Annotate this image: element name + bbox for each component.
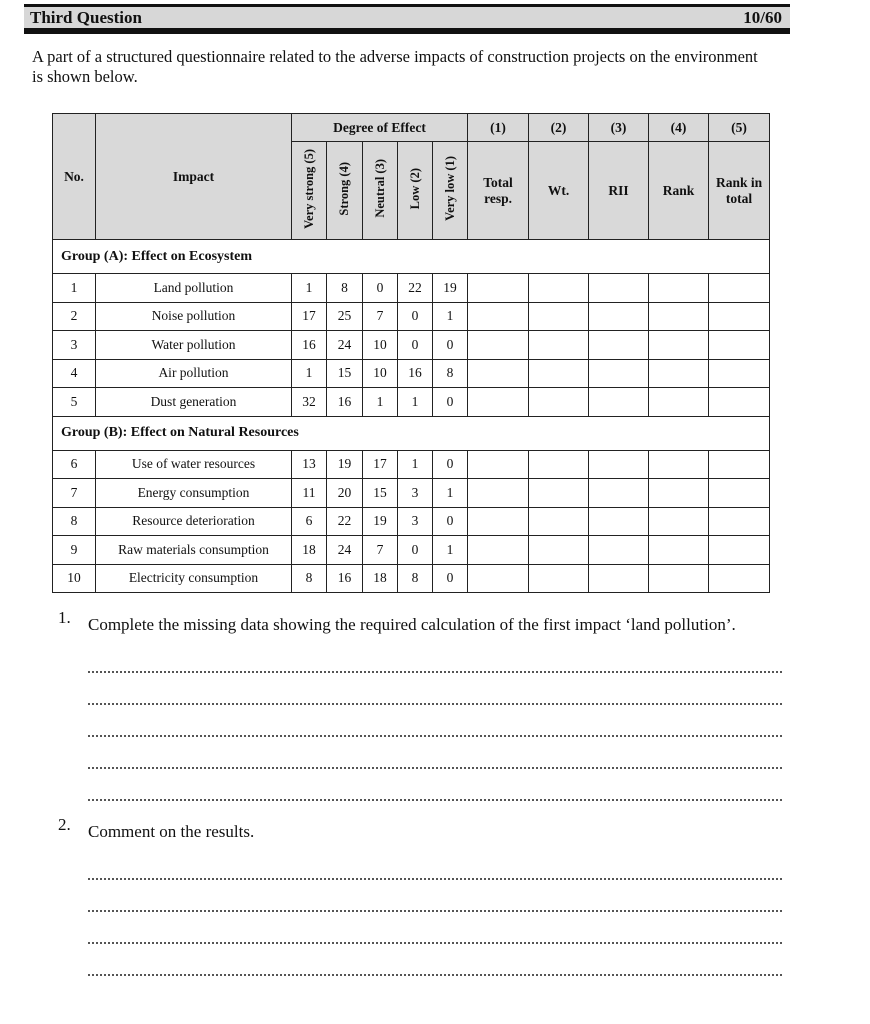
rank-in-total-cell[interactable] <box>709 359 770 388</box>
answer-line[interactable] <box>88 880 782 912</box>
response-count: 16 <box>327 564 363 593</box>
wt-cell[interactable] <box>529 564 589 593</box>
col-impact-header: Impact <box>96 114 292 240</box>
table-row <box>53 564 770 593</box>
impact-name: Land pollution <box>96 274 292 303</box>
table-row <box>53 536 770 565</box>
response-count: 1 <box>398 450 433 479</box>
questions-section <box>58 608 782 976</box>
wt-cell[interactable] <box>529 274 589 303</box>
row-number: 5 <box>53 388 96 417</box>
rank-in-total-cell[interactable] <box>709 388 770 417</box>
rank-cell[interactable] <box>649 302 709 331</box>
row-number: 2 <box>53 302 96 331</box>
rii-cell[interactable] <box>589 274 649 303</box>
response-count: 15 <box>327 359 363 388</box>
response-count: 10 <box>363 331 398 360</box>
extra-col-num: (5) <box>709 114 770 142</box>
question-number: 1. <box>58 608 71 627</box>
total-resp-cell[interactable] <box>468 331 529 360</box>
table-row <box>53 302 770 331</box>
total-resp-cell[interactable] <box>468 274 529 303</box>
response-count: 0 <box>363 274 398 303</box>
total-resp-cell[interactable] <box>468 564 529 593</box>
rank-cell[interactable] <box>649 331 709 360</box>
question-1 <box>58 608 782 641</box>
col-no-header: No. <box>53 114 96 240</box>
answer-line[interactable] <box>88 769 782 801</box>
table-row <box>53 274 770 303</box>
response-count: 0 <box>398 302 433 331</box>
total-resp-header: Total resp. <box>468 142 529 240</box>
question-text: Complete the missing data showing the required calculation of the first impact ‘land pollution’. <box>88 615 736 634</box>
response-count: 1 <box>433 536 468 565</box>
rii-cell[interactable] <box>589 359 649 388</box>
response-count: 8 <box>398 564 433 593</box>
question-number: 2. <box>58 815 71 834</box>
total-resp-cell[interactable] <box>468 536 529 565</box>
question-title: Third Question <box>30 7 142 27</box>
wt-header: Wt. <box>529 142 589 240</box>
total-resp-cell[interactable] <box>468 388 529 417</box>
rank-cell[interactable] <box>649 274 709 303</box>
impact-name: Water pollution <box>96 331 292 360</box>
response-count: 1 <box>363 388 398 417</box>
answer-line[interactable] <box>88 705 782 737</box>
response-count: 7 <box>363 302 398 331</box>
question-title-bar <box>24 4 790 34</box>
response-count: 1 <box>433 479 468 508</box>
table-row <box>53 359 770 388</box>
response-count: 6 <box>292 507 327 536</box>
response-count: 10 <box>363 359 398 388</box>
response-count: 32 <box>292 388 327 417</box>
degree-of-effect-header: Degree of Effect <box>292 114 468 142</box>
degree-col-header: Neutral (3) <box>372 159 387 218</box>
impact-name: Electricity consumption <box>96 564 292 593</box>
rank-cell[interactable] <box>649 536 709 565</box>
answer-line[interactable] <box>88 673 782 705</box>
extra-col-num: (1) <box>468 114 529 142</box>
table-row <box>53 479 770 508</box>
extra-col-num: (2) <box>529 114 589 142</box>
rii-cell[interactable] <box>589 302 649 331</box>
extra-col-num: (4) <box>649 114 709 142</box>
degree-col-header: Strong (4) <box>337 161 351 216</box>
rii-cell[interactable] <box>589 564 649 593</box>
row-number: 3 <box>53 331 96 360</box>
response-count: 22 <box>398 274 433 303</box>
rank-in-total-cell[interactable] <box>709 450 770 479</box>
response-count: 8 <box>327 274 363 303</box>
rank-cell[interactable] <box>649 507 709 536</box>
response-count: 24 <box>327 331 363 360</box>
impact-name: Use of water resources <box>96 450 292 479</box>
response-count: 18 <box>363 564 398 593</box>
response-count: 3 <box>398 507 433 536</box>
rank-in-total-cell[interactable] <box>709 274 770 303</box>
wt-cell[interactable] <box>529 536 589 565</box>
response-count: 17 <box>292 302 327 331</box>
response-count: 3 <box>398 479 433 508</box>
answer-line[interactable] <box>88 944 782 976</box>
degree-col-header: Low (2) <box>407 167 422 210</box>
rii-cell[interactable] <box>589 536 649 565</box>
response-count: 8 <box>433 359 468 388</box>
rank-in-total-cell[interactable] <box>709 302 770 331</box>
table-row <box>53 388 770 417</box>
total-resp-cell[interactable] <box>468 479 529 508</box>
rii-cell[interactable] <box>589 479 649 508</box>
rii-cell[interactable] <box>589 507 649 536</box>
response-count: 16 <box>292 331 327 360</box>
wt-cell[interactable] <box>529 359 589 388</box>
degree-col-header: Very low (1) <box>442 156 457 221</box>
impact-name: Dust generation <box>96 388 292 417</box>
group-a-header: Group (A): Effect on Ecosystem <box>53 240 770 274</box>
response-count: 20 <box>327 479 363 508</box>
wt-cell[interactable] <box>529 479 589 508</box>
response-count: 22 <box>327 507 363 536</box>
rank-cell[interactable] <box>649 359 709 388</box>
impact-name: Noise pollution <box>96 302 292 331</box>
response-count: 0 <box>398 331 433 360</box>
response-count: 15 <box>363 479 398 508</box>
response-count: 11 <box>292 479 327 508</box>
rank-cell[interactable] <box>649 479 709 508</box>
rank-in-total-cell[interactable] <box>709 536 770 565</box>
total-resp-cell[interactable] <box>468 507 529 536</box>
response-count: 1 <box>292 274 327 303</box>
answer-line[interactable] <box>88 641 782 673</box>
questionnaire-table <box>52 113 770 593</box>
rank-in-total-header: Rank in total <box>709 142 770 240</box>
row-number: 9 <box>53 536 96 565</box>
group-b-header: Group (B): Effect on Natural Resources <box>53 416 770 450</box>
impact-name: Resource deterioration <box>96 507 292 536</box>
response-count: 19 <box>327 450 363 479</box>
row-number: 10 <box>53 564 96 593</box>
response-count: 1 <box>398 388 433 417</box>
intro-paragraph: A part of a structured questionnaire related to the adverse impacts of construction projects on the environment is shown below. <box>32 47 758 86</box>
rii-header: RII <box>589 142 649 240</box>
table-row <box>53 450 770 479</box>
response-count: 8 <box>292 564 327 593</box>
row-number: 6 <box>53 450 96 479</box>
response-count: 13 <box>292 450 327 479</box>
wt-cell[interactable] <box>529 302 589 331</box>
rii-cell[interactable] <box>589 388 649 417</box>
rii-cell[interactable] <box>589 331 649 360</box>
response-count: 0 <box>433 564 468 593</box>
row-number: 1 <box>53 274 96 303</box>
rii-cell[interactable] <box>589 450 649 479</box>
table-row <box>53 507 770 536</box>
question-marks: 10/60 <box>743 7 782 27</box>
response-count: 18 <box>292 536 327 565</box>
wt-cell[interactable] <box>529 388 589 417</box>
response-count: 0 <box>433 507 468 536</box>
total-resp-cell[interactable] <box>468 302 529 331</box>
impact-name: Air pollution <box>96 359 292 388</box>
total-resp-cell[interactable] <box>468 450 529 479</box>
rank-cell[interactable] <box>649 388 709 417</box>
wt-cell[interactable] <box>529 331 589 360</box>
table-row <box>53 331 770 360</box>
response-count: 1 <box>433 302 468 331</box>
response-count: 0 <box>433 450 468 479</box>
wt-cell[interactable] <box>529 450 589 479</box>
row-number: 7 <box>53 479 96 508</box>
response-count: 0 <box>433 331 468 360</box>
response-count: 0 <box>433 388 468 417</box>
question-text: Comment on the results. <box>88 822 255 841</box>
row-number: 8 <box>53 507 96 536</box>
impact-name: Raw materials consumption <box>96 536 292 565</box>
response-count: 19 <box>363 507 398 536</box>
response-count: 25 <box>327 302 363 331</box>
total-resp-cell[interactable] <box>468 359 529 388</box>
response-count: 16 <box>327 388 363 417</box>
response-count: 7 <box>363 536 398 565</box>
response-count: 24 <box>327 536 363 565</box>
response-count: 16 <box>398 359 433 388</box>
response-count: 19 <box>433 274 468 303</box>
impact-name: Energy consumption <box>96 479 292 508</box>
response-count: 1 <box>292 359 327 388</box>
rank-cell[interactable] <box>649 564 709 593</box>
response-count: 0 <box>398 536 433 565</box>
question-2 <box>58 815 782 848</box>
answer-line[interactable] <box>88 848 782 880</box>
extra-col-num: (3) <box>589 114 649 142</box>
degree-col-header: Very strong (5) <box>301 148 316 229</box>
answer-line[interactable] <box>88 912 782 944</box>
rank-cell[interactable] <box>649 450 709 479</box>
answer-line[interactable] <box>88 737 782 769</box>
row-number: 4 <box>53 359 96 388</box>
response-count: 17 <box>363 450 398 479</box>
rank-in-total-cell[interactable] <box>709 331 770 360</box>
rank-in-total-cell[interactable] <box>709 479 770 508</box>
rank-header: Rank <box>649 142 709 240</box>
rank-in-total-cell[interactable] <box>709 564 770 593</box>
wt-cell[interactable] <box>529 507 589 536</box>
rank-in-total-cell[interactable] <box>709 507 770 536</box>
